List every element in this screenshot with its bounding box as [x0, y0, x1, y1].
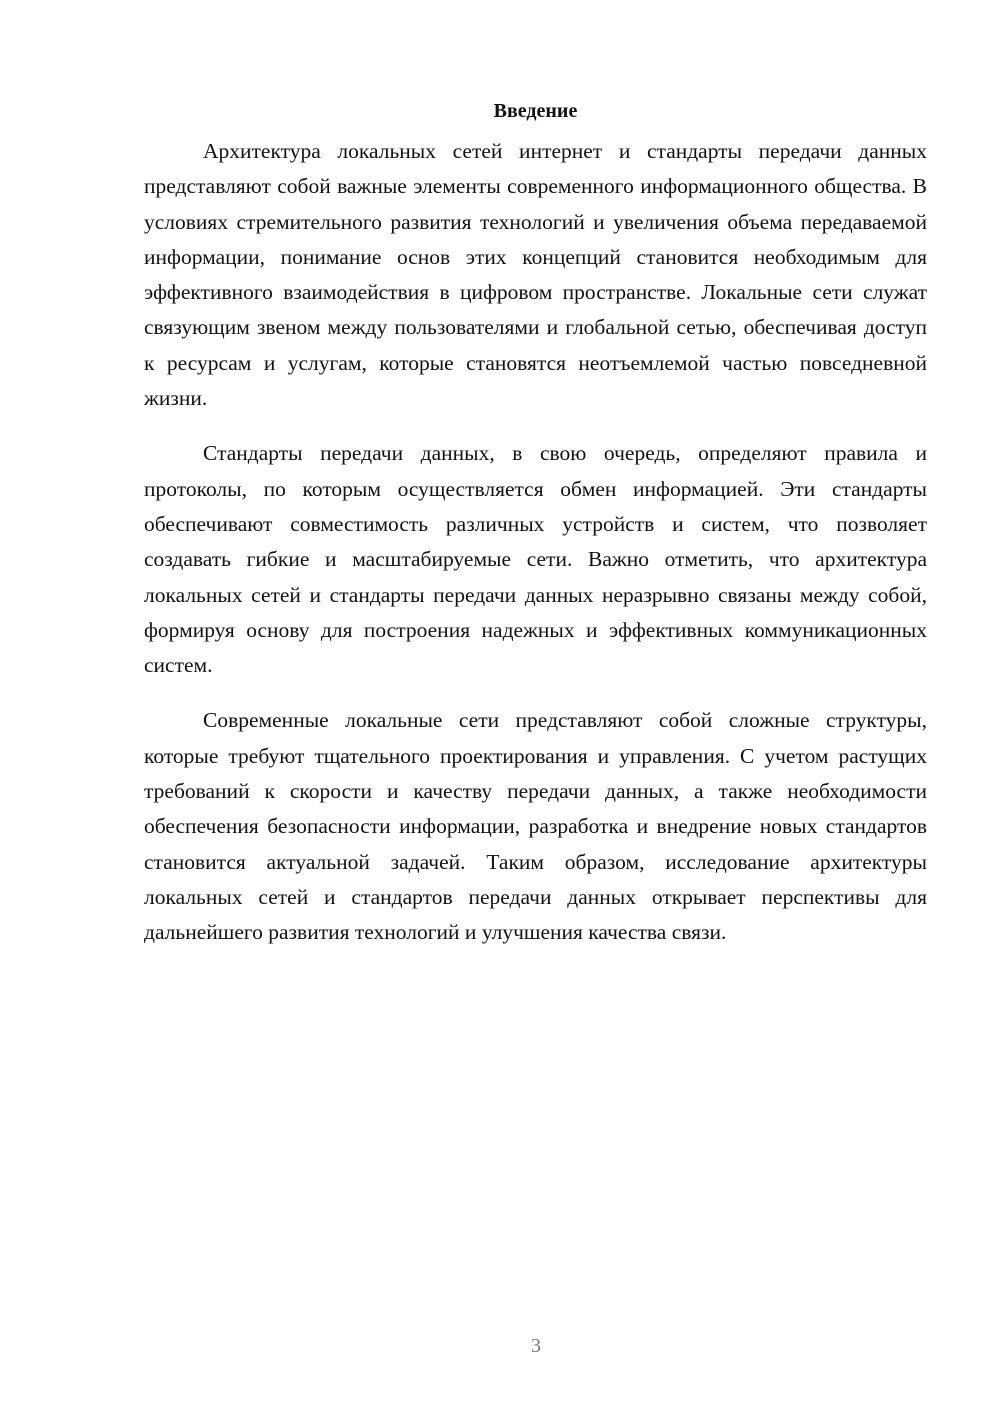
page-number: 3: [531, 1335, 541, 1357]
paragraph-2: Стандарты передачи данных, в свою очередь, определяют правила и протоколы, по которым осуществляется обмен информацией. Эти стандарты обеспечивают совместимость различных устройств и систем, что позволяет создавать гибкие и масштабируемые сети. Важно отметить, что архитектура локальных сетей и стандарты передачи данных неразрывно связаны между собой, формируя основу для построения надежных и эффективных коммуникационных систем.: [144, 441, 927, 678]
page-content: [144, 96, 927, 971]
section-heading: Введение: [493, 100, 578, 122]
paragraph-1: Архитектура локальных сетей интернет и стандарты передачи данных представляют собой важные элементы современного информационного общества. В условиях стремительного развития технологий и увеличения объема передаваемой информации, понимание основ этих концепций становится необходимым для эффективного взаимодействия в цифровом пространстве. Локальные сети служат связующим звеном между пользователями и глобальной сетью, обеспечивая доступ к ресурсам и услугам, которые становятся неотъемлемой частью повседневной жизни.: [144, 139, 927, 411]
paragraph-3: Современные локальные сети представляют собой сложные структуры, которые требуют тщательного проектирования и управления. С учетом растущих требований к скорости и качеству передачи данных, а также необходимости обеспечения безопасности информации, разработка и внедрение новых стандартов становится актуальной задачей. Таким образом, исследование архитектуры локальных сетей и стандартов передачи данных открывает перспективы для дальнейшего развития технологий и улучшения качества связи.: [144, 708, 927, 945]
